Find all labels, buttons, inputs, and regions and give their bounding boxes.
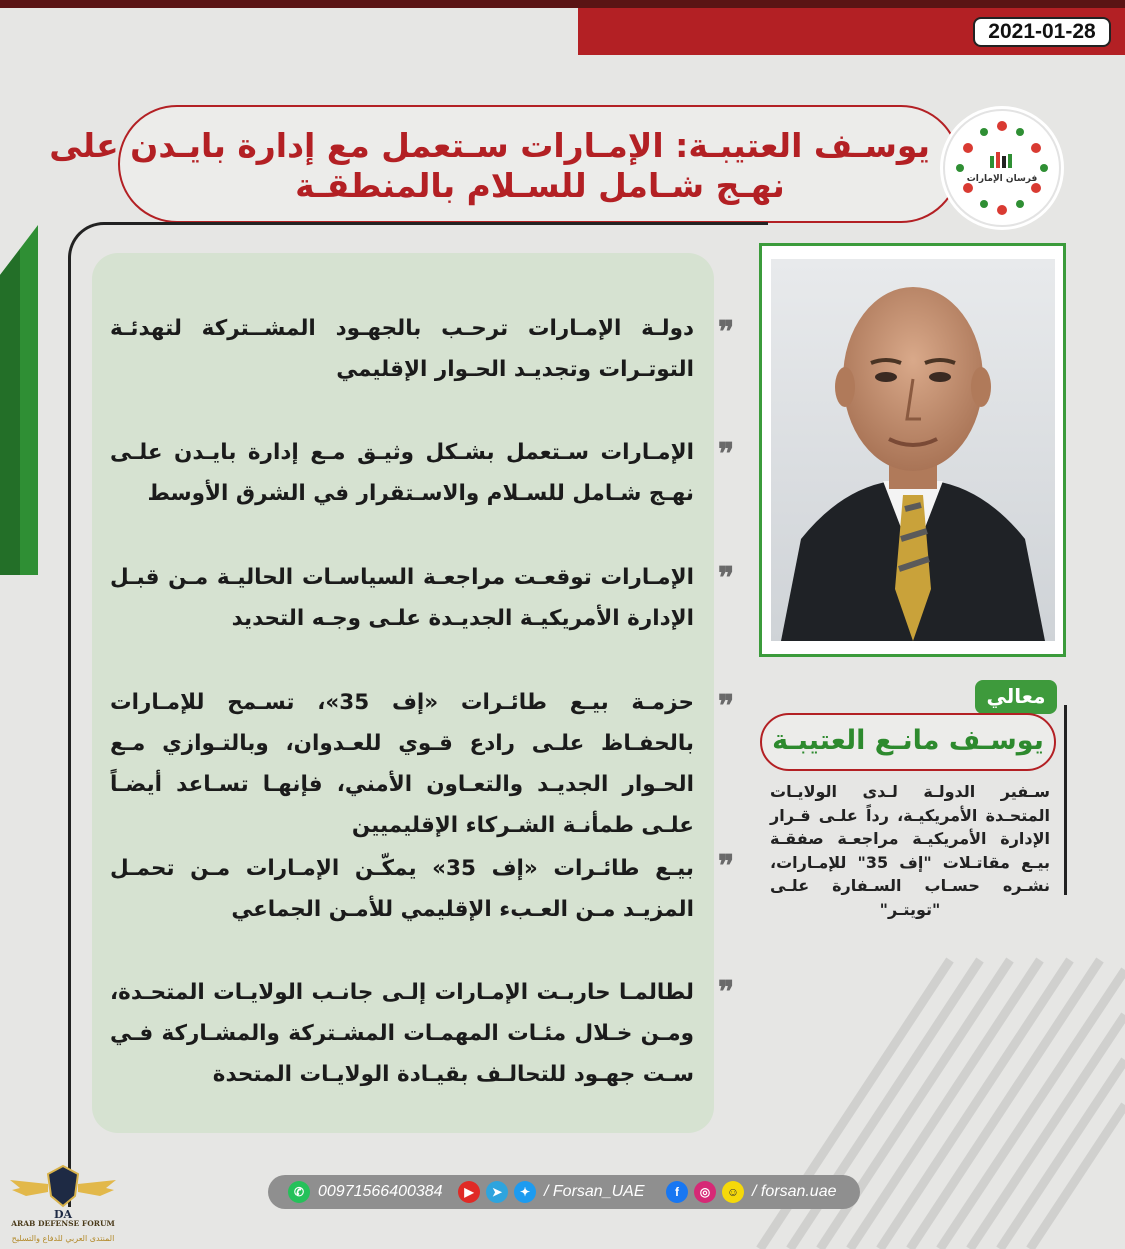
- footer-handle[interactable]: / Forsan_UAE: [544, 1183, 645, 1200]
- portrait-photo: [771, 259, 1055, 641]
- quote-4: حزمـة بيـع طائـرات «إف 35»، تسـمح للإمـارات بالحفـاظ علـى رادع قـوي للعـدوان، وبالتـوازي مـع الحـوار الجديـد والتعـاون الأمني، فإنهـا تسـاعد أيضـاً علـى طمأنـة الشـركاء الإقليميين: [110, 690, 694, 838]
- quote-mark-icon: ❞: [718, 975, 735, 1010]
- profile-name: يوسـف مانـع العتيبـة: [772, 725, 1044, 756]
- profile-divider: [1064, 705, 1067, 895]
- headline-line-2: نهـج شـامل للسـلام بالمنطقـة: [295, 166, 785, 205]
- honorific-badge: معالي: [975, 680, 1057, 714]
- quote-mark-icon: ❞: [718, 561, 735, 596]
- snapchat-icon[interactable]: ☺: [722, 1181, 744, 1203]
- publish-date: 2021-01-28: [973, 17, 1111, 47]
- quote-1: دولـة الإمـارات ترحـب بالجهـود المشــتركة لتهدئـة التوتـرات وتجديـد الحـوار الإقليمي: [110, 316, 694, 382]
- quote-5: بيـع طائـرات «إف 35» يمكّـن الإمـارات مـن تحمـل المزيـد مـن العـبء الإقليمي للأمـن الجماعي: [110, 856, 695, 922]
- logo-name: فرسان الإمارات: [966, 174, 1038, 184]
- footer-site[interactable]: / forsan.uae: [752, 1183, 837, 1200]
- quote-3: الإمـارات توقعـت مراجعـة السياسـات الحاليـة مـن قبـل الإدارة الأمريكيـة الجديـدة علـى وجـه التحديد: [110, 565, 694, 631]
- twitter-icon[interactable]: ✦: [514, 1181, 536, 1203]
- quote-mark-icon: ❞: [718, 689, 735, 724]
- quote-2: الإمـارات سـتعمل بشـكل وثيـق مـع إدارة بايـدن علـى نهـج شـامل للسـلام والاسـتقرار في الشرق الأوسط: [110, 440, 694, 506]
- quote-mark-icon: ❞: [718, 315, 735, 350]
- forsan-logo: [940, 106, 1064, 230]
- footer-phone[interactable]: 00971566400384: [318, 1183, 443, 1200]
- youtube-icon[interactable]: ▶: [458, 1181, 480, 1203]
- top-dark-bar: [0, 0, 1125, 8]
- quote-6: لطالمـا حاربـت الإمـارات إلـى جانـب الولايـات المتحـدة، ومـن خـلال مئـات المهمـات المشـتركة والمشـاركة فـي سـت جهـود للتحالـف بقيـادة الولايـات المتحدة: [110, 980, 694, 1087]
- green-side-accent: [0, 225, 70, 575]
- profile-bio: سـفير الدولـة لـدى الولايـات المتحـدة الأمريكيـة، رداً علـى قـرار الإدارة الأمريكيـة مراجعـة صفقـة بيـع مقاتـلات "إف 35" للإمـارات، نشـره حسـاب السـفارة علـى "تويتـر": [770, 782, 1050, 919]
- telegram-icon[interactable]: ➤: [486, 1181, 508, 1203]
- facebook-icon[interactable]: f: [666, 1181, 688, 1203]
- footer-contact-bar: [268, 1175, 860, 1209]
- quote-mark-icon: ❞: [718, 437, 735, 472]
- watermark-name-ar: المنتدى العربي للدفاع والتسليح: [11, 1234, 115, 1243]
- whatsapp-icon[interactable]: ✆: [288, 1181, 310, 1203]
- instagram-icon[interactable]: ◎: [694, 1181, 716, 1203]
- watermark-name-en: ARAB DEFENSE FORUM: [11, 1219, 115, 1228]
- watermark-abbr: DA: [53, 1208, 73, 1221]
- headline-line-1: يوسـف العتيبـة: الإمـارات سـتعمل مع إدارة بايـدن على: [49, 126, 930, 165]
- quote-mark-icon: ❞: [718, 849, 735, 884]
